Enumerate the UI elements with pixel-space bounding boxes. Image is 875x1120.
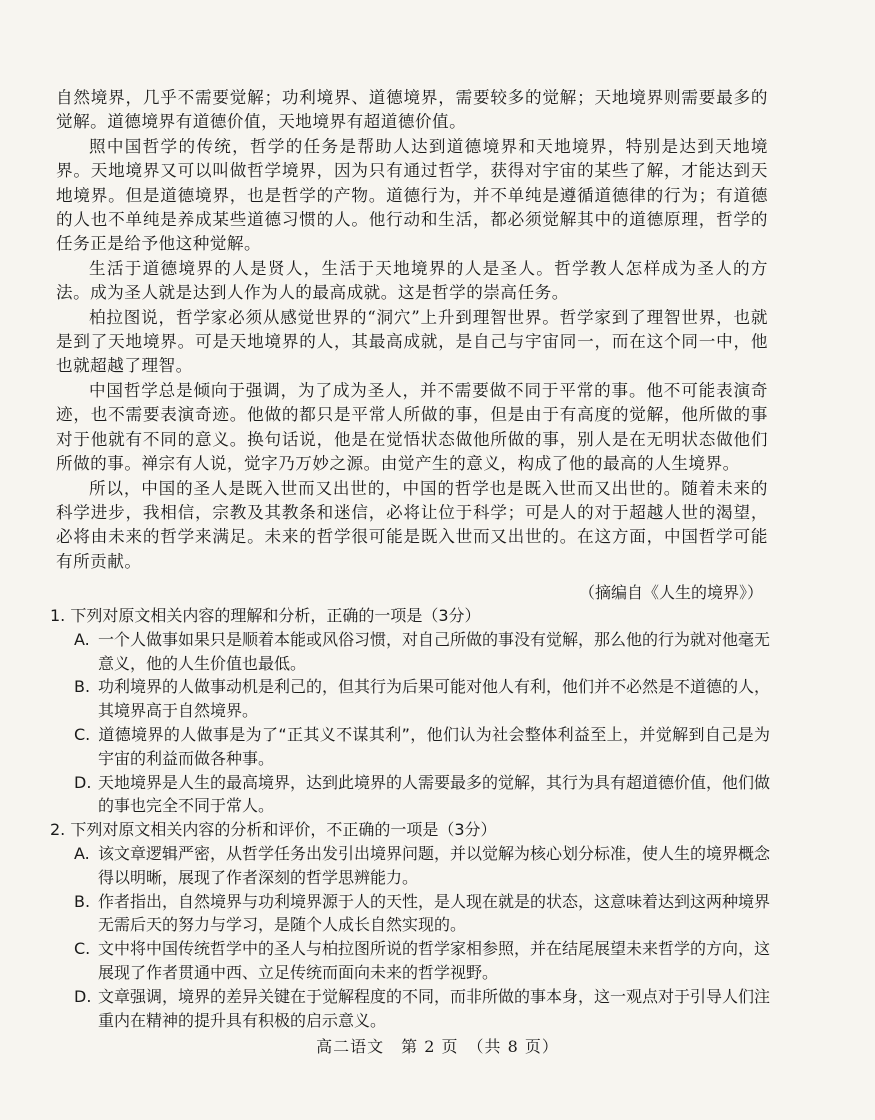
passage-paragraph-5: 中国哲学总是倾向于强调，为了成为圣人，并不需要做不同于平常的事。他不可能表演奇迹，也不需要表演奇迹。他做的都只是平常人所做的事，但是由于有高度的觉解，他所做的事对于他就有不同的意义。换句话说，他是在觉悟状态做他所做的事，别人是在无明状态做他们所做的事。禅宗有人说，觉字乃万妙之源。由觉产生的意义，构成了他的最高的人生境界。: [56, 380, 768, 474]
option-b: [74, 890, 770, 938]
question-1: [50, 604, 770, 818]
passage-paragraph-3: 生活于道德境界的人是贤人，生活于天地境界的人是圣人。哲学教人怎样成为圣人的方法。成为圣人就是达到人作为人的最高成就。这是哲学的崇高任务。: [56, 258, 768, 303]
question-list: [50, 604, 770, 1032]
question-stem: 2. 下列对原文相关内容的分析和评价，不正确的一项是（3分）: [50, 820, 497, 840]
option-label: D.: [74, 986, 92, 1006]
passage-paragraph-2: 照中国哲学的传统，哲学的任务是帮助人达到道德境界和天地境界，特别是达到天地境界。天地境界又可以叫做哲学境界，因为只有通过哲学，获得对宇宙的某些了解，才能达到天地境界。但是道德境界，也是哲学的产物。道德行为，并不单纯是遵循道德律的行为；有道德的人也不单纯是养成某些道德习惯的人。他行动和生活，都必须觉解其中的道德原理，哲学的任务正是给予他这种觉解。: [56, 136, 768, 254]
passage-paragraph-1: 自然境界，几乎不需要觉解；功利境界、道德境界，需要较多的觉解；天地境界则需要最多的觉解。道德境界有道德价值，天地境界有超道德价值。: [56, 88, 768, 132]
option-d: [74, 985, 770, 1033]
reading-passage: [56, 86, 768, 574]
option-label: A.: [74, 843, 90, 863]
option-a: [74, 628, 770, 676]
option-text: 道德境界的人做事是为了“正其义不谋其利”，他们认为社会整体利益至上，并觉解到自己是为宇宙的利益而做各种事。: [98, 724, 770, 768]
option-text: 文中将中国传统哲学中的圣人与柏拉图所说的哲学家相参照，并在结尾展望未来哲学的方向，这展现了作者贯通中西、立足传统而面向未来的哲学视野。: [98, 939, 771, 982]
option-b: [74, 675, 770, 723]
option-text: 天地境界是人生的最高境界，达到此境界的人需要最多的觉解，其行为具有超道德价值，他们做的事也完全不同于常人。: [98, 772, 771, 816]
option-label: A.: [74, 629, 90, 649]
option-text: 文章强调，境界的差异关键在于觉解程度的不同，而非所做的事本身，这一观点对于引导人们注重内在精神的提升具有积极的启示意义。: [98, 986, 771, 1030]
option-text: 该文章逻辑严密，从哲学任务出发引出境界问题，并以觉解为核心划分标准，使人生的境界概念得以明晰，展现了作者深刻的哲学思辨能力。: [98, 843, 771, 887]
passage-source: （摘编自《人生的境界》）: [578, 583, 763, 602]
option-text: 作者指出，自然境界与功利境界源于人的天性，是人现在就是的状态，这意味着达到这两种境界无需后天的努力与学习，是随个人成长自然实现的。: [98, 891, 771, 935]
option-label: B.: [74, 677, 91, 697]
option-label: D.: [74, 772, 92, 792]
passage-paragraph-4: 柏拉图说，哲学家必须从感觉世界的“洞穴”上升到理智世界。哲学家到了理智世界，也就是到了天地境界。可是天地境界的人，其最高成就，是自己与宇宙同一，而在这个同一中，他也就超越了理智。: [56, 307, 768, 376]
option-label: B.: [74, 891, 91, 911]
option-text: 功利境界的人做事动机是利己的，但其行为后果可能对他人有利，他们并不必然是不道德的人，其境界高于自然境界。: [98, 677, 771, 721]
option-label: C.: [74, 939, 91, 959]
option-label: C.: [74, 724, 91, 744]
question-stem: 1. 下列对原文相关内容的理解和分析，正确的一项是（3分）: [50, 606, 481, 625]
option-text: 一个人做事如果只是顺着本能或风俗习惯，对自己所做的事没有觉解，那么他的行为就对他毫无意义，他的人生价值也最低。: [98, 629, 771, 673]
option-c: [74, 937, 770, 985]
option-a: [74, 842, 770, 890]
page-footer: 高二语文 第 2 页 （共 8 页）: [316, 1037, 559, 1056]
question-2: [50, 818, 770, 1032]
option-d: [74, 771, 770, 819]
option-c: [74, 723, 770, 771]
passage-paragraph-6: 所以，中国的圣人是既入世而又出世的，中国的哲学也是既入世而又出世的。随着未来的科学进步，我相信，宗教及其教条和迷信，必将让位于科学；可是人的对于超越人世的渴望，必将由未来的哲学来满足。未来的哲学很可能是既入世而又出世的。在这方面，中国哲学可能有所贡献。: [56, 478, 768, 571]
